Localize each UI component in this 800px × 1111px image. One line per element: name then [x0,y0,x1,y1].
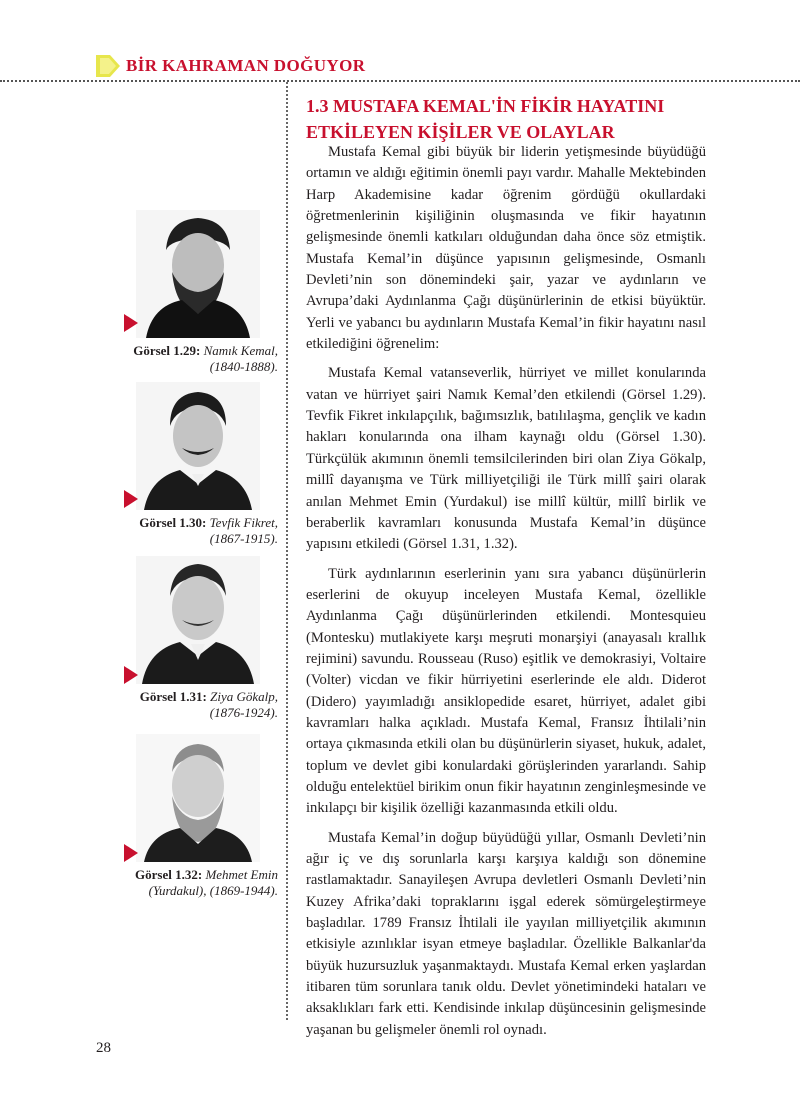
caption-years: (Yurdakul), (1869-1944). [148,883,278,898]
chapter-title: BİR KAHRAMAN DOĞUYOR [126,56,366,75]
main-text [306,142,706,1049]
page-header [0,0,800,90]
marker-icon [124,666,138,684]
caption-years: (1867-1915). [209,531,278,546]
caption-label: Görsel 1.30: [139,515,207,530]
portrait-image [136,556,260,684]
figure-caption [108,343,278,375]
page-number: 28 [96,1040,111,1056]
portrait-image [136,210,260,338]
paragraph: Türk aydınlarının eserlerinin yanı sıra yabancı düşünürlerin eserlerini de okuyup inceleyen Mustafa Kemal, özellikle Aydınlanma Çağı düşünürlerinden etkilendi. Montesquieu (Montesku) mutlakiyete karşı meşruti monarşiyi (anayasalı krallık rejimini) savundu. Rousseau (Ruso) eşitlik ve demokrasiyi, Voltaire (Volter) vicdan ve fikir hürriyetini eserlerinde ele aldı. Diderot (Didero) yayımladığı ansiklopedide esaret, hürriyet, adalet gibi kavramları halka açıkladı. Mustafa Kemal, Fransız İhtilali’nin ortaya çıkmasında etkili olan bu düşünürlerin siyaset, hukuk, adalet, toplum ve devlet gibi konulardaki görüşlerinden yararlandı. Sahip olduğu entelektüel birikim onun fikir hayatının zenginleşmesinde ve inkılapçı bir kişilik özelliği kazanmasında etkili oldu. [306,565,706,817]
caption-name: Tevfik Fikret, [209,515,278,530]
figure-namik-kemal [108,210,278,380]
figure-caption [108,515,278,547]
caption-name: Namık Kemal, [203,343,278,358]
figure-mehmet-emin [108,734,278,904]
section-title-line-2: ETKİLEYEN KİŞİLER VE OLAYLAR [306,122,615,142]
header-divider [0,80,800,82]
marker-icon [124,490,138,508]
portrait-image [136,734,260,862]
paragraph: Mustafa Kemal vatanseverlik, hürriyet ve millet konularında vatan ve hürriyet şairi Namık Kemal’den etkilendi (Görsel 1.29). Tevfik Fikret inkılapçılık, bağımsızlık, batılılaşma, gençlik ve kadın hakları konularında ona ilham kaynağı oldu (Görsel 1.30). Türkçülük akımının önemli temsilcilerinden biri olan Ziya Gökalp, millî dayanışma ve Türk milliyetçiliği ile Türk millî şairi olarak anılan Mehmet Emin (Yurdakul) ise millî kültür, millî birlik ve beraberlik kavramları konusunda Mustafa Kemal’in düşünce yapısını etkiledi (Görsel 1.31, 1.32). [306,365,706,553]
column-divider [286,82,288,1020]
caption-label: Görsel 1.31: [139,689,207,704]
figure-tevfik-fikret [108,382,278,552]
caption-label: Görsel 1.29: [133,343,201,358]
marker-icon [124,314,138,332]
caption-label: Görsel 1.32: [135,867,203,882]
caption-name: Ziya Gökalp, [210,689,278,704]
figure-ziya-gokalp [108,556,278,726]
section-title-line-1: 1.3 MUSTAFA KEMAL'İN FİKİR HAYATINI [306,96,665,116]
caption-name: Mehmet Emin [205,867,278,882]
caption-years: (1876-1924). [209,705,278,720]
marker-icon [124,844,138,862]
arrow-tab-icon [96,55,120,77]
paragraph: Mustafa Kemal’in doğup büyüdüğü yıllar, Osmanlı Devleti’nin ağır iç ve dış sorunlarla karşı karşıya kaldığı son dönemine rastlamaktadır. Sanayileşen Avrupa devletleri Osmanlı Devleti’nin Kuzey Afrika’daki topraklarını işgal ederek sömürgeleştirmeye başladılar. 1789 Fransız İhtilali ile yayılan milliyetçilik akımının etkisiyle azınlıklar isyan etmeye başladılar. Özellikle Balkanlar'da büyük huzursuzluk yaşanmaktaydı. Mustafa Kemal erken yaşlardan itibaren tüm sorunlara tanık oldu. Devlet yönetimindeki hataları ve aksaklıkları fark etti. Kendisinde inkılap düşüncesinin gelişmesinde yaşanan bu gelişmeler önemli rol oynadı. [306,829,706,1038]
paragraph: Mustafa Kemal gibi büyük bir liderin yetişmesinde büyüdüğü ortamın ve aldığı eğitimin önemli payı vardır. Mahalle Mektebinden Harp Akademisine kadar öğrenim gördüğü okullardaki öğretmenlerinin kişiliğinin oluşmasında ve fikir hayatının gelişmesinde önemli katkıları olduğundan daha önce söz etmiştik. Mustafa Kemal’in düşünce yapısının gelişmesinde, Osmanlı Devleti’nin son dönemindeki şair, yazar ve aydınların ve Avrupa’daki Aydınlanma Çağı düşünürlerinin de etkisi büyüktür. Yerli ve yabancı bu aydınların Mustafa Kemal’in fikir hayatını nasıl etkilediğini öğrenelim: [306,144,706,353]
figure-caption [108,867,278,899]
portrait-image [136,382,260,510]
section-title [306,93,706,145]
figure-caption [108,689,278,721]
caption-years: (1840-1888). [209,359,278,374]
